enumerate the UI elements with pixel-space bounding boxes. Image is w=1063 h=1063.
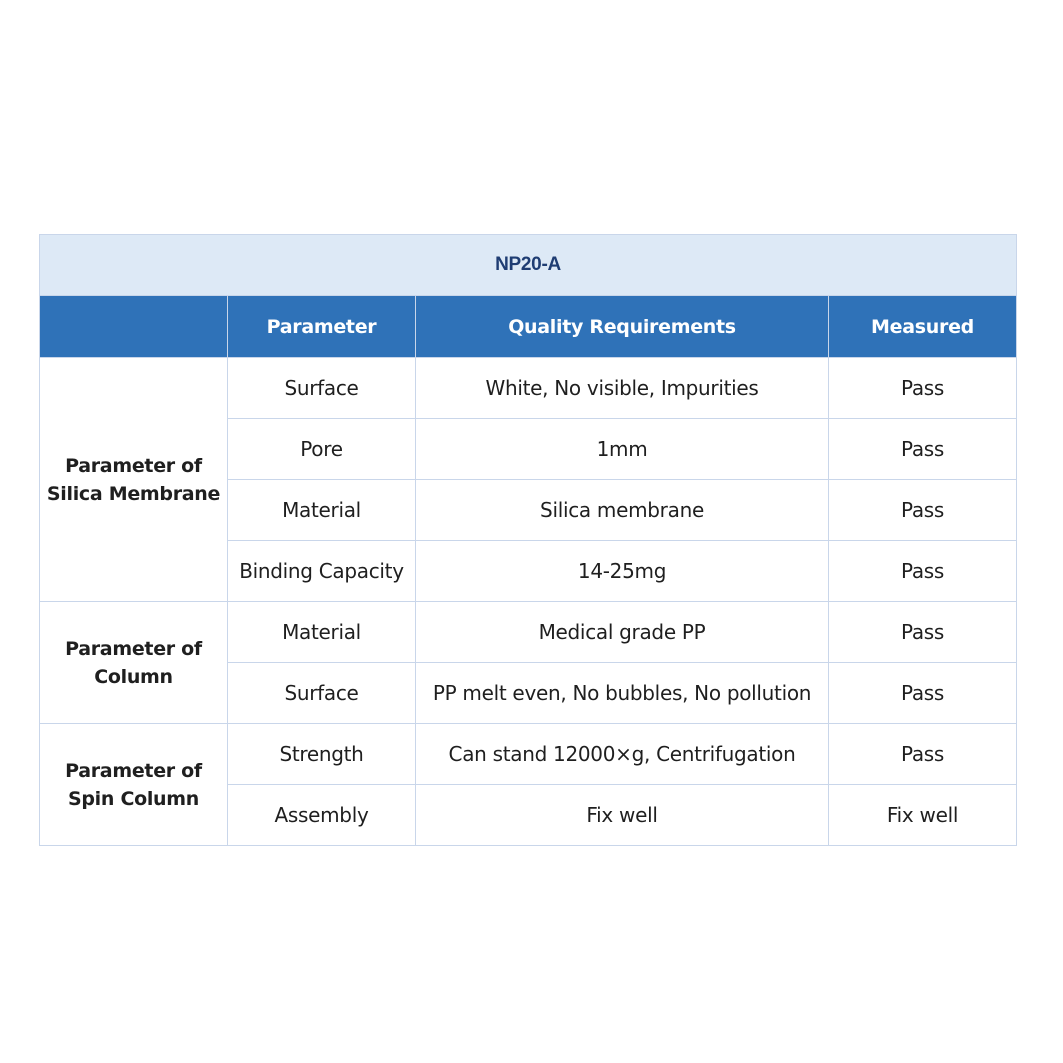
measured-cell: Pass [829,480,1017,541]
measured-cell: Pass [829,358,1017,419]
parameter-cell: Surface [228,358,416,419]
group-label-column: Parameter of Column [40,602,228,724]
parameter-cell: Material [228,480,416,541]
measured-cell: Fix well [829,785,1017,846]
table-header-row [40,296,1017,358]
group-label-spin-column: Parameter of Spin Column [40,724,228,846]
requirement-cell: White, No visible, Impurities [416,358,829,419]
requirement-cell: Fix well [416,785,829,846]
group-label-silica-membrane: Parameter of Silica Membrane [40,358,228,602]
table-row [40,724,1017,785]
parameter-cell: Material [228,602,416,663]
parameter-cell: Pore [228,419,416,480]
requirement-cell: Medical grade PP [416,602,829,663]
measured-cell: Pass [829,724,1017,785]
table-title-row [40,235,1017,296]
parameter-cell: Assembly [228,785,416,846]
parameter-cell: Surface [228,663,416,724]
table-row [40,602,1017,663]
parameter-cell: Strength [228,724,416,785]
requirement-cell: Silica membrane [416,480,829,541]
header-blank [40,296,228,358]
spec-table [39,234,1017,846]
requirement-cell: Can stand 12000×g, Centrifugation [416,724,829,785]
header-quality-requirements: Quality Requirements [416,296,829,358]
header-parameter: Parameter [228,296,416,358]
parameter-cell: Binding Capacity [228,541,416,602]
measured-cell: Pass [829,663,1017,724]
measured-cell: Pass [829,541,1017,602]
requirement-cell: 14-25mg [416,541,829,602]
requirement-cell: 1mm [416,419,829,480]
table-title: NP20-A [40,235,1017,296]
measured-cell: Pass [829,419,1017,480]
header-measured: Measured [829,296,1017,358]
measured-cell: Pass [829,602,1017,663]
table-row [40,358,1017,419]
requirement-cell: PP melt even, No bubbles, No pollution [416,663,829,724]
